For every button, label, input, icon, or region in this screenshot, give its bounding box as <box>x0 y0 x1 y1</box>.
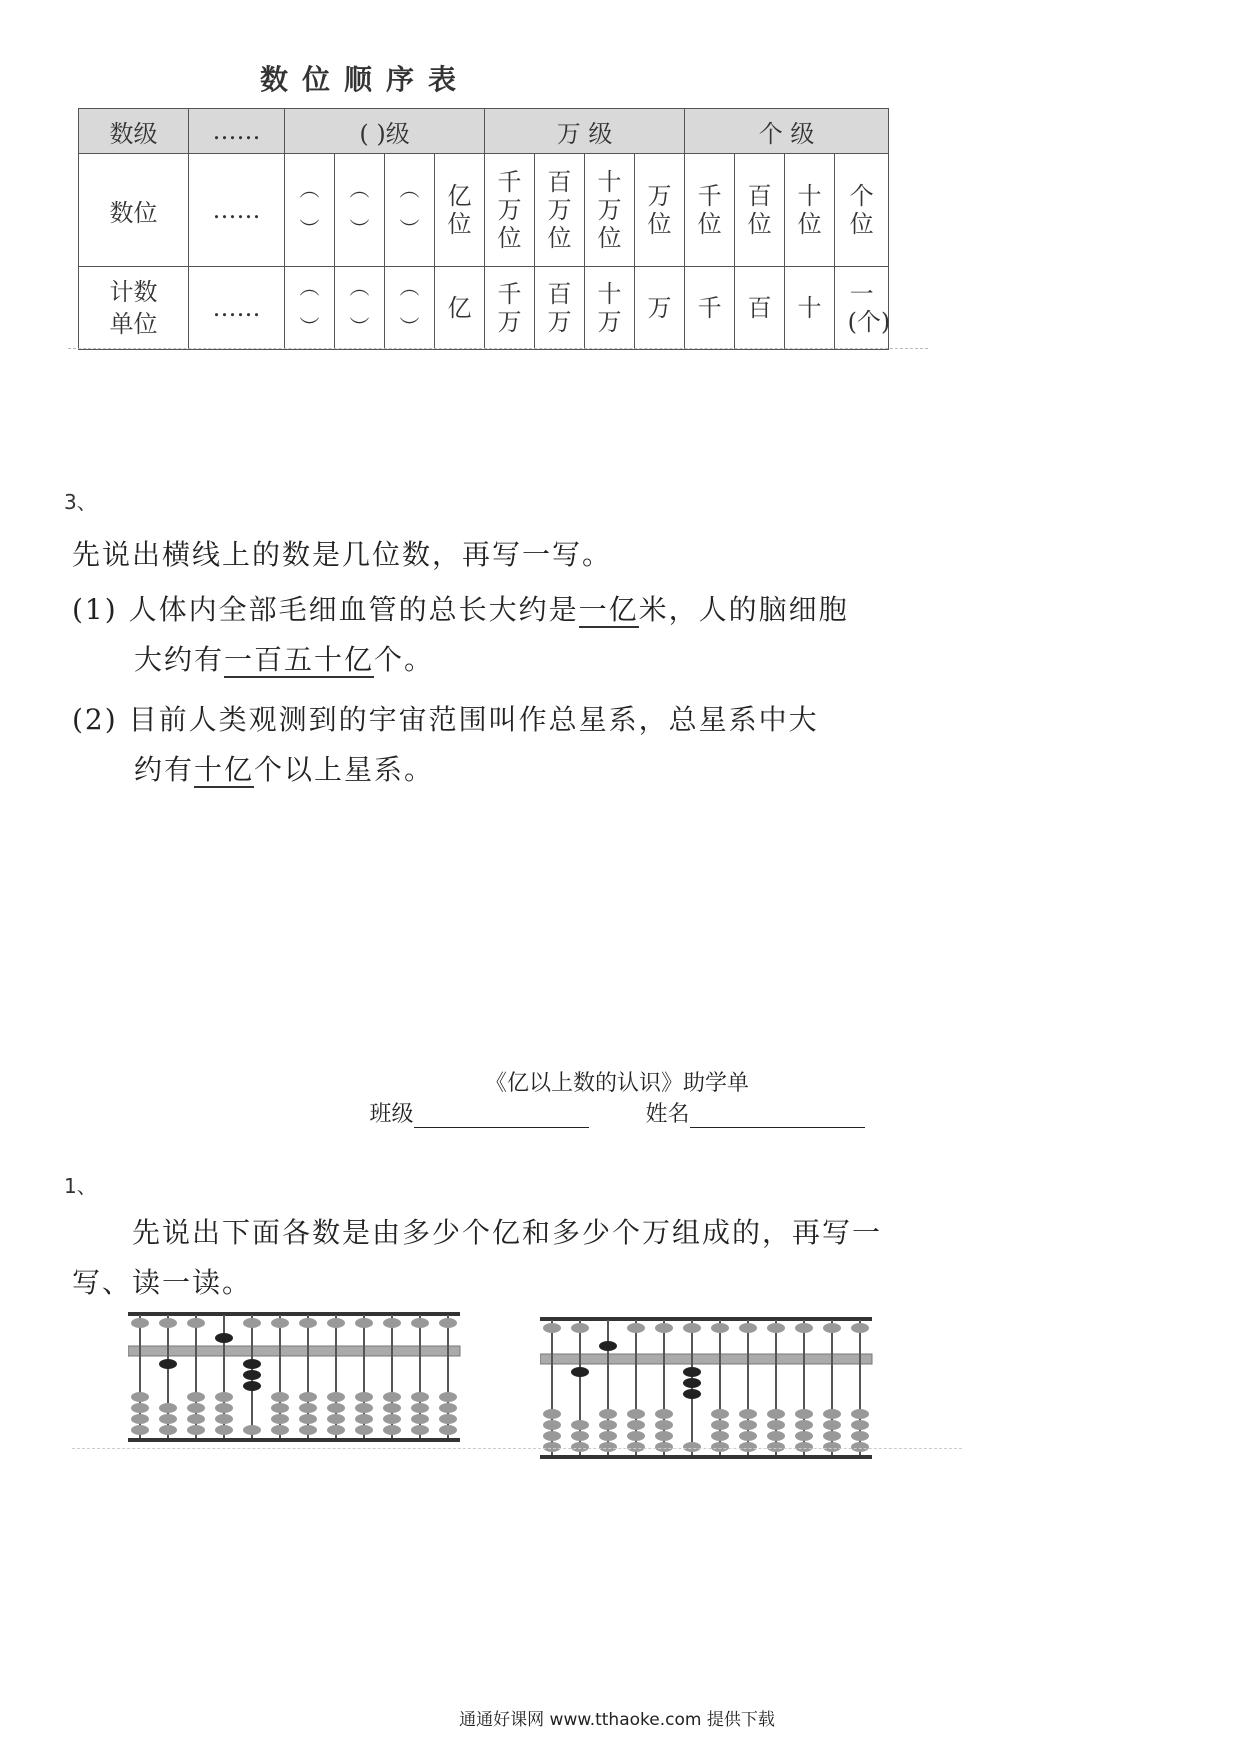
abacus-lower-bead <box>411 1392 429 1402</box>
abacus-lower-bead <box>599 1431 617 1441</box>
abacus-lower-bead <box>411 1414 429 1424</box>
abacus-lower-bead <box>159 1414 177 1424</box>
abacus-lower-bead <box>795 1442 813 1452</box>
abacus-lower-bead <box>187 1425 205 1435</box>
abacus-lower-bead <box>187 1414 205 1424</box>
abacus-lower-bead <box>683 1367 701 1377</box>
abacus-lower-bead <box>383 1414 401 1424</box>
q3-item2-line1: (2) 目前人类观测到的宇宙范围叫作总星系，总星系中大 <box>72 703 819 736</box>
abacus-upper-bead <box>355 1318 373 1328</box>
abacus-beam <box>540 1354 872 1364</box>
place-cell <box>835 154 889 267</box>
abacus-lower-bead <box>131 1425 149 1435</box>
place-label: 个位 <box>849 182 874 238</box>
abacus-lower-bead <box>543 1431 561 1441</box>
level-ellipsis: …… <box>189 109 285 154</box>
abacus-frame-bottom <box>128 1438 460 1442</box>
abacus-lower-bead <box>439 1425 457 1435</box>
abacus-lower-bead <box>327 1392 345 1402</box>
abacus-lower-bead <box>767 1431 785 1441</box>
abacus-lower-bead <box>299 1403 317 1413</box>
abacus-lower-bead <box>655 1409 673 1419</box>
worksheet-title: 《亿以上数的认识》助学单 <box>484 1071 749 1096</box>
abacus-lower-bead <box>299 1392 317 1402</box>
abacus-lower-bead <box>299 1425 317 1435</box>
abacus-lower-bead <box>739 1431 757 1441</box>
abacus-lower-bead <box>355 1414 373 1424</box>
unit-row <box>79 267 889 350</box>
unit-cell <box>635 267 685 350</box>
abacus-upper-bead <box>411 1318 429 1328</box>
q3-prompt: 先说出横线上的数是几位数，再写一写。 <box>72 538 613 571</box>
abacus-lower-bead <box>243 1425 261 1435</box>
abacus-lower-bead <box>823 1409 841 1419</box>
abacus-lower-bead <box>243 1381 261 1391</box>
blank-unit-cell: ︵ ︶ <box>385 267 435 350</box>
abacus-lower-bead <box>599 1442 617 1452</box>
abacus-lower-bead <box>851 1409 869 1419</box>
footer-text: 通通好课网 www.tthaoke.com 提供下载 <box>459 1710 775 1730</box>
abacus-upper-bead <box>327 1318 345 1328</box>
class-fill-line[interactable] <box>414 1105 589 1128</box>
abacus-right <box>540 1310 890 1462</box>
divider <box>72 1448 962 1449</box>
worksheet-fields <box>0 1097 1234 1128</box>
abacus-left <box>128 1310 478 1445</box>
unit-label: 千万 <box>497 280 522 336</box>
place-cell <box>585 154 635 267</box>
abacus-upper-bead <box>823 1323 841 1333</box>
place-label: 百位 <box>747 182 772 238</box>
unit-cell <box>685 267 735 350</box>
abacus-lower-bead <box>271 1425 289 1435</box>
abacus-lower-bead <box>543 1420 561 1430</box>
abacus-lower-bead <box>711 1442 729 1452</box>
abacus-lower-bead <box>355 1425 373 1435</box>
abacus-upper-bead <box>243 1318 261 1328</box>
place-ellipsis: …… <box>189 154 285 267</box>
table-title: 数位顺序表 <box>259 63 470 96</box>
abacus-lower-bead <box>683 1389 701 1399</box>
place-cell <box>735 154 785 267</box>
abacus-beam <box>128 1346 460 1356</box>
abacus-lower-bead <box>739 1409 757 1419</box>
class-label: 班级 <box>369 1102 414 1127</box>
abacus-lower-bead <box>823 1442 841 1452</box>
abacus-lower-bead <box>383 1392 401 1402</box>
unit-label: 千 <box>697 294 722 322</box>
unit-ellipsis: …… <box>189 267 285 350</box>
abacus-lower-bead <box>411 1425 429 1435</box>
abacus-lower-bead <box>131 1392 149 1402</box>
level-row <box>79 109 889 154</box>
abacus-upper-bead <box>683 1323 701 1333</box>
name-fill-line[interactable] <box>690 1105 865 1128</box>
abacus-frame-top <box>128 1312 460 1316</box>
unit-cell <box>435 267 485 350</box>
place-cell <box>635 154 685 267</box>
divider <box>68 348 928 349</box>
abacus-upper-bead <box>795 1323 813 1333</box>
place-cell <box>435 154 485 267</box>
abacus-lower-bead <box>627 1431 645 1441</box>
abacus-upper-bead <box>599 1341 617 1351</box>
blank-unit-cell: ︵ ︶ <box>285 267 335 350</box>
abacus-lower-bead <box>159 1359 177 1369</box>
abacus-lower-bead <box>383 1425 401 1435</box>
abacus-lower-bead <box>215 1425 233 1435</box>
place-label: 百万位 <box>547 168 572 252</box>
abacus-lower-bead <box>683 1442 701 1452</box>
abacus-frame-top <box>540 1317 872 1321</box>
question-number: 3、 <box>64 490 97 514</box>
blank-place-cell: ︵ ︶ <box>335 154 385 267</box>
abacus-upper-bead <box>571 1323 589 1333</box>
ge-level-cell: 个 级 <box>685 109 889 154</box>
place-label: 万位 <box>647 182 672 238</box>
abacus-lower-bead <box>187 1392 205 1402</box>
abacus-lower-bead <box>711 1409 729 1419</box>
blank-unit-cell: ︵ ︶ <box>335 267 385 350</box>
abacus-lower-bead <box>823 1420 841 1430</box>
place-cell <box>685 154 735 267</box>
abacus-lower-bead <box>795 1420 813 1430</box>
abacus-upper-bead <box>655 1323 673 1333</box>
unit-label: 一(个) <box>847 280 891 336</box>
q3-item2-line2: 约有十亿个以上星系。 <box>134 753 435 786</box>
abacus-lower-bead <box>571 1420 589 1430</box>
abacus-lower-bead <box>159 1403 177 1413</box>
abacus-lower-bead <box>627 1409 645 1419</box>
abacus-lower-bead <box>131 1403 149 1413</box>
place-label: 十位 <box>797 182 822 238</box>
unit-cell <box>585 267 635 350</box>
abacus-lower-bead <box>655 1431 673 1441</box>
unit-label: 亿 <box>447 294 472 322</box>
abacus-lower-bead <box>327 1425 345 1435</box>
abacus-upper-bead <box>271 1318 289 1328</box>
abacus-lower-bead <box>215 1403 233 1413</box>
abacus-upper-bead <box>767 1323 785 1333</box>
q3-item1-line1: (1) 人体内全部毛细血管的总长大约是一亿米，人的脑细胞 <box>72 593 849 626</box>
abacus-lower-bead <box>543 1442 561 1452</box>
abacus-upper-bead <box>543 1323 561 1333</box>
abacus-upper-bead <box>739 1323 757 1333</box>
abacus-lower-bead <box>271 1392 289 1402</box>
abacus-lower-bead <box>383 1403 401 1413</box>
place-label: 千万位 <box>497 168 522 252</box>
abacus-lower-bead <box>411 1403 429 1413</box>
abacus-lower-bead <box>571 1367 589 1377</box>
abacus-upper-bead <box>131 1318 149 1328</box>
abacus-lower-bead <box>851 1420 869 1430</box>
abacus-lower-bead <box>439 1414 457 1424</box>
underlined-number: 十亿 <box>194 753 255 786</box>
unit-label: 十 <box>797 294 822 322</box>
q1-line2: 写、读一读。 <box>72 1266 253 1299</box>
place-header: 数位 <box>79 154 189 267</box>
abacus-lower-bead <box>215 1414 233 1424</box>
unit-label: 百万 <box>547 280 572 336</box>
abacus-lower-bead <box>327 1403 345 1413</box>
place-cell <box>535 154 585 267</box>
abacus-lower-bead <box>131 1414 149 1424</box>
question-number: 1、 <box>64 1174 97 1198</box>
abacus-upper-bead <box>187 1318 205 1328</box>
place-label: 千位 <box>697 182 722 238</box>
abacus-upper-bead <box>851 1323 869 1333</box>
abacus-lower-bead <box>627 1442 645 1452</box>
unit-cell <box>485 267 535 350</box>
place-label: 十万位 <box>597 168 622 252</box>
abacus-upper-bead <box>383 1318 401 1328</box>
unit-label: 百 <box>747 294 772 322</box>
abacus-lower-bead <box>271 1414 289 1424</box>
abacus-lower-bead <box>767 1409 785 1419</box>
unit-cell <box>735 267 785 350</box>
unit-cell <box>835 267 889 350</box>
place-cell <box>485 154 535 267</box>
abacus-lower-bead <box>767 1442 785 1452</box>
abacus-lower-bead <box>739 1420 757 1430</box>
q3-item1-line2: 大约有一百五十亿个。 <box>134 643 435 676</box>
abacus-lower-bead <box>159 1425 177 1435</box>
abacus-lower-bead <box>627 1420 645 1430</box>
abacus-upper-bead <box>439 1318 457 1328</box>
abacus-lower-bead <box>187 1403 205 1413</box>
abacus-lower-bead <box>599 1420 617 1430</box>
abacus-upper-bead <box>627 1323 645 1333</box>
wan-level-cell: 万 级 <box>485 109 685 154</box>
unit-cell <box>785 267 835 350</box>
yi-level-cell: ( )级 <box>285 109 485 154</box>
abacus-lower-bead <box>571 1442 589 1452</box>
level-header: 数级 <box>79 109 189 154</box>
abacus-upper-bead <box>711 1323 729 1333</box>
abacus-frame-bottom <box>540 1455 872 1459</box>
q1-line1: 先说出下面各数是由多少个亿和多少个万组成的，再写一 <box>132 1216 883 1249</box>
abacus-lower-bead <box>271 1403 289 1413</box>
abacus-lower-bead <box>823 1431 841 1441</box>
abacus-lower-bead <box>851 1442 869 1452</box>
abacus-lower-bead <box>851 1431 869 1441</box>
blank-place-cell: ︵ ︶ <box>285 154 335 267</box>
abacus-lower-bead <box>795 1409 813 1419</box>
name-label: 姓名 <box>645 1102 690 1127</box>
abacus-lower-bead <box>655 1420 673 1430</box>
abacus-lower-bead <box>243 1359 261 1369</box>
abacus-lower-bead <box>355 1403 373 1413</box>
abacus-lower-bead <box>215 1392 233 1402</box>
abacus-lower-bead <box>795 1431 813 1441</box>
abacus-lower-bead <box>711 1431 729 1441</box>
place-label: 亿位 <box>447 182 472 238</box>
abacus-lower-bead <box>243 1370 261 1380</box>
unit-label: 十万 <box>597 280 622 336</box>
underlined-number: 一亿 <box>578 593 639 626</box>
abacus-upper-bead <box>215 1333 233 1343</box>
abacus-lower-bead <box>711 1420 729 1430</box>
abacus-lower-bead <box>355 1392 373 1402</box>
abacus-lower-bead <box>739 1442 757 1452</box>
abacus-lower-bead <box>327 1414 345 1424</box>
abacus-lower-bead <box>683 1378 701 1388</box>
abacus-lower-bead <box>299 1414 317 1424</box>
abacus-lower-bead <box>599 1409 617 1419</box>
abacus-lower-bead <box>439 1392 457 1402</box>
abacus-upper-bead <box>159 1318 177 1328</box>
place-row <box>79 154 889 267</box>
place-cell <box>785 154 835 267</box>
unit-label: 万 <box>647 294 672 322</box>
underlined-number: 一百五十亿 <box>224 643 375 676</box>
abacus-lower-bead <box>439 1403 457 1413</box>
abacus-lower-bead <box>571 1431 589 1441</box>
unit-cell <box>535 267 585 350</box>
abacus-upper-bead <box>299 1318 317 1328</box>
abacus-lower-bead <box>543 1409 561 1419</box>
blank-place-cell: ︵ ︶ <box>385 154 435 267</box>
abacus-lower-bead <box>655 1442 673 1452</box>
unit-header: 计数单位 <box>79 267 189 350</box>
place-value-table <box>78 108 889 350</box>
abacus-lower-bead <box>767 1420 785 1430</box>
